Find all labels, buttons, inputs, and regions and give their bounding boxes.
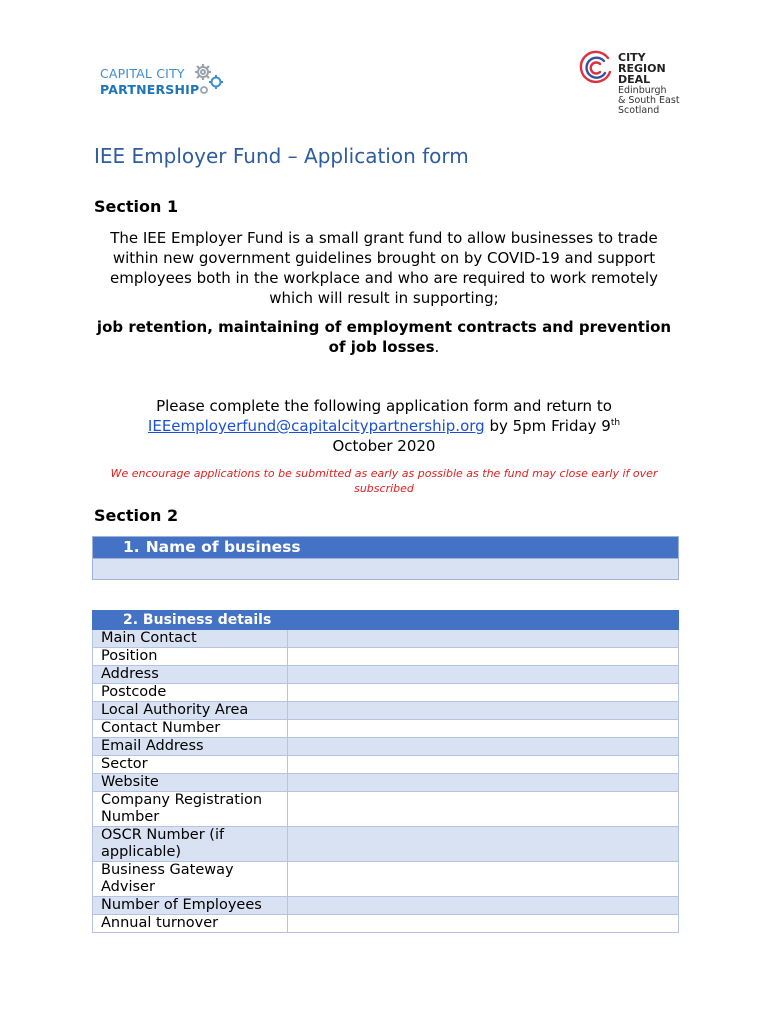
field-value[interactable] [288, 792, 679, 827]
field-value[interactable] [288, 720, 679, 738]
logo-sub-1: Edinburgh [618, 85, 667, 96]
field-label: Company Registration Number [93, 792, 288, 827]
section-1-heading: Section 1 [94, 197, 179, 216]
business-name-field[interactable] [93, 558, 678, 579]
field-label: Website [93, 774, 288, 792]
table-row [93, 666, 679, 684]
logo-sub-3: Scotland [618, 105, 660, 116]
field-value[interactable] [288, 756, 679, 774]
capital-city-partnership-logo [100, 62, 230, 102]
business-name-header [93, 537, 678, 558]
field-label: Number of Employees [93, 897, 288, 915]
business-name-table [92, 536, 679, 580]
field-label: Local Authority Area [93, 702, 288, 720]
table-row [93, 648, 679, 666]
logo-line-1: CAPITAL CITY [100, 66, 185, 81]
return-sup: th [610, 418, 621, 428]
city-region-deal-logo [578, 50, 688, 120]
table-row [93, 630, 679, 648]
field-value[interactable] [288, 862, 679, 897]
field-value[interactable] [288, 774, 679, 792]
gears-icon [192, 62, 228, 98]
return-text-mid: by 5pm Friday 9 [484, 417, 611, 435]
field-label: Business Gateway Adviser [93, 862, 288, 897]
question-number: 1. [123, 538, 140, 556]
logo-line-2: PARTNERSHIP [100, 82, 200, 97]
table-row [93, 774, 679, 792]
logo-city: CITY [618, 51, 646, 64]
field-label: Contact Number [93, 720, 288, 738]
early-application-note: We encourage applications to be submitted as early as possible as the fund may close early if over subscribed [110, 467, 658, 495]
table-row [93, 792, 679, 827]
field-value[interactable] [288, 648, 679, 666]
field-value[interactable] [288, 702, 679, 720]
emphasis-end: . [434, 338, 440, 356]
return-instructions [94, 396, 674, 456]
table-row [93, 684, 679, 702]
field-label: Postcode [93, 684, 288, 702]
field-value[interactable] [288, 738, 679, 756]
field-label: OSCR Number (if applicable) [93, 827, 288, 862]
logo-sub-2: & South East [618, 95, 680, 106]
table-row [93, 862, 679, 897]
page-title: IEE Employer Fund – Application form [94, 144, 469, 168]
emphasis-text: job retention, maintaining of employment contracts and prevention of job losses [96, 318, 672, 356]
field-label: Position [93, 648, 288, 666]
field-label: Annual turnover [93, 915, 288, 933]
table-row [93, 702, 679, 720]
table-row [93, 720, 679, 738]
city-region-deal-icon [578, 50, 614, 86]
table-row [93, 827, 679, 862]
field-value[interactable] [288, 915, 679, 933]
table-row [93, 756, 679, 774]
field-value[interactable] [288, 666, 679, 684]
table-row [93, 738, 679, 756]
return-text-end: October 2020 [332, 437, 436, 455]
business-details-header: 2. Business details [93, 611, 679, 630]
logo-deal: DEAL [618, 73, 651, 86]
question-label: Name of business [145, 538, 301, 556]
field-label: Email Address [93, 738, 288, 756]
field-label: Address [93, 666, 288, 684]
field-value[interactable] [288, 684, 679, 702]
email-link[interactable]: IEEemployerfund@capitalcitypartnership.org [147, 417, 485, 435]
field-label: Main Contact [93, 630, 288, 648]
field-value[interactable] [288, 827, 679, 862]
table-row [93, 915, 679, 933]
field-value[interactable] [288, 897, 679, 915]
intro-paragraph: The IEE Employer Fund is a small grant fund to allow businesses to trade within new government guidelines brought on by COVID-19 and support employees both in the workplace and who are required to work remotely which will result in supporting; [110, 229, 658, 307]
return-text-pre: Please complete the following application form and return to [156, 397, 612, 415]
field-value[interactable] [288, 630, 679, 648]
table-row [93, 897, 679, 915]
business-details-table [92, 610, 679, 933]
section-2-heading: Section 2 [94, 506, 179, 525]
field-label: Sector [93, 756, 288, 774]
emphasis-paragraph [94, 317, 674, 357]
logo-region: REGION [618, 62, 666, 75]
